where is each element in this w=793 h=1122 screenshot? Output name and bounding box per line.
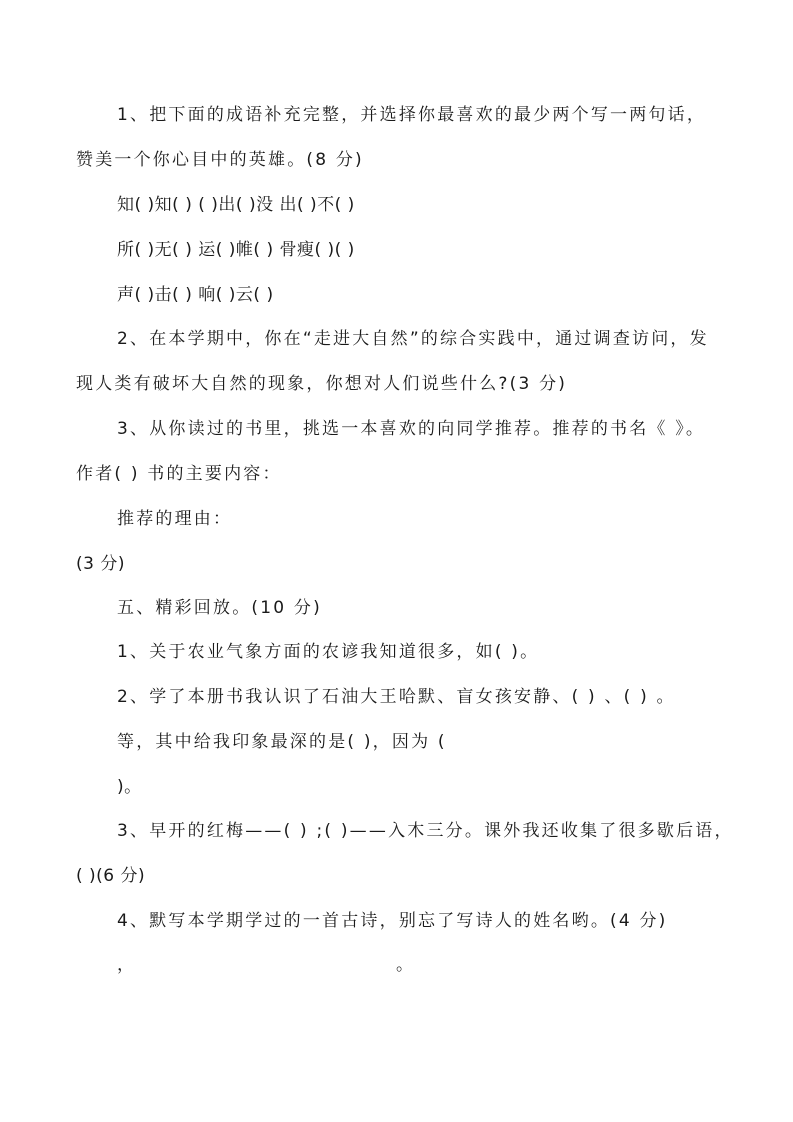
idiom-row-2: 所( )无( ) 运( )帷( ) 骨瘦( )( )	[117, 240, 355, 260]
q2-line-1: 2、在本学期中，你在“走进大自然”的综合实践中，通过调查访问，发	[117, 329, 709, 349]
s5-q3-line-2: ( )(6 分)	[76, 866, 146, 886]
q1-instruction-line-1: 1、把下面的成语补充完整，并选择你最喜欢的最少两个写一两句话，	[117, 105, 707, 125]
s5-q4-line: 4、默写本学期学过的一首古诗，别忘了写诗人的姓名哟。(4 分)	[117, 911, 668, 931]
s5-q2-line-3: )。	[117, 777, 142, 797]
q3-line-1: 3、从你读过的书里，挑选一本喜欢的向同学推荐。推荐的书名《 》。	[117, 419, 706, 439]
s5-q2-line-2: 等，其中给我印象最深的是( )，因为 (	[117, 732, 447, 752]
idiom-row-1: 知( )知( ) ( )出( )没 出( )不( )	[117, 195, 355, 215]
poem-period: 。	[396, 955, 414, 975]
q2-line-2: 现人类有破坏大自然的现象，你想对人们说些什么?(3 分)	[76, 374, 568, 394]
q3-score: (3 分)	[76, 554, 125, 574]
q3-line-2: 作者( ) 书的主要内容：	[76, 464, 282, 484]
q1-instruction-line-2: 赞美一个你心目中的英雄。(8 分)	[76, 150, 364, 170]
s5-q2-line-1: 2、学了本册书我认识了石油大王哈默、盲女孩安静、( ) 、( ) 。	[117, 687, 676, 707]
q3-reason-line: 推荐的理由：	[117, 509, 233, 529]
s5-q1-line: 1、关于农业气象方面的农谚我知道很多，如( )。	[117, 642, 540, 662]
s5-q3-line-1: 3、早开的红梅——( ) ;( )——入木三分。课外我还收集了很多歇后语，	[117, 821, 734, 841]
idiom-row-3: 声( )击( ) 响( )云( )	[117, 285, 274, 305]
poem-comma: ，	[117, 955, 135, 975]
section-five-heading: 五、精彩回放。(10 分)	[117, 598, 322, 618]
